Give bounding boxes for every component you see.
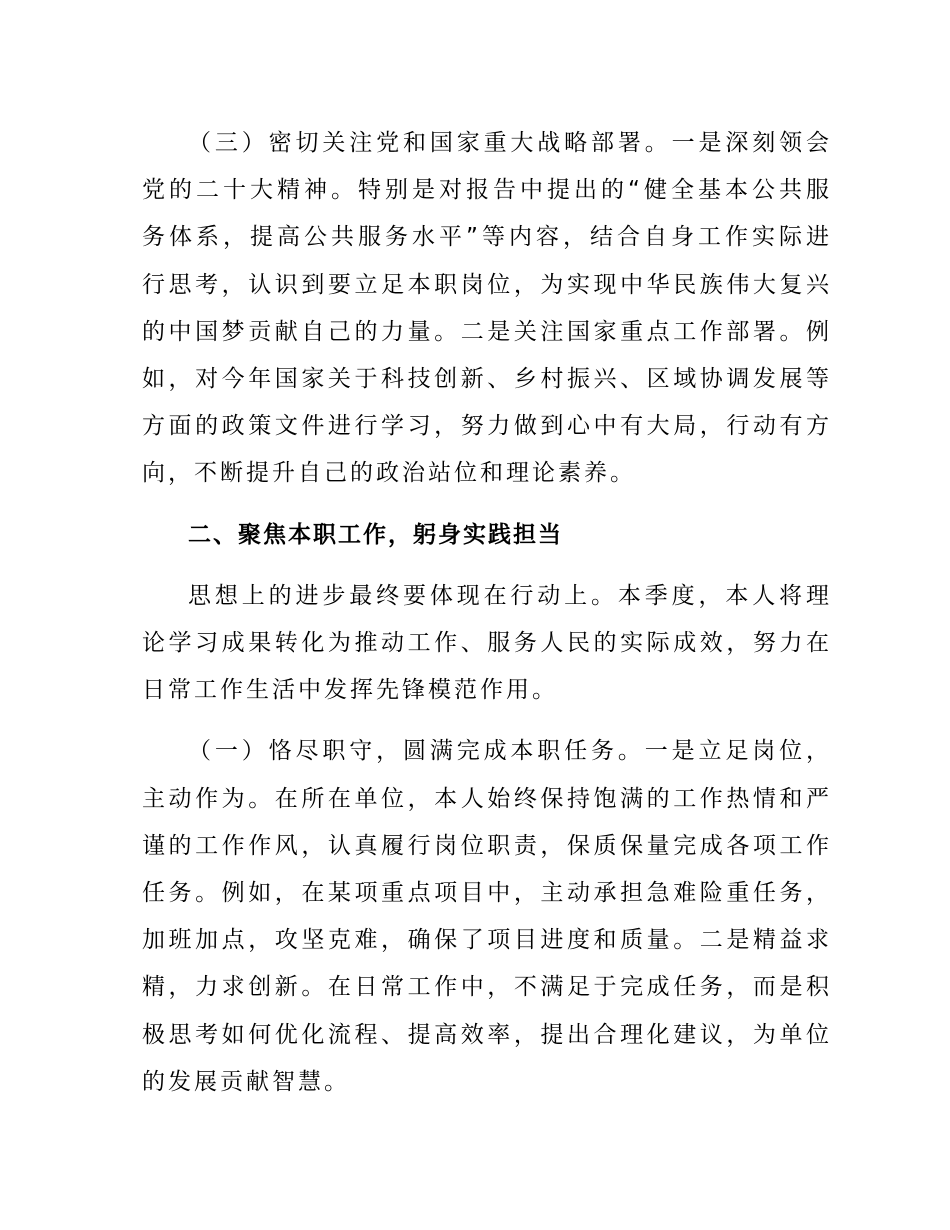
document-page	[142, 120, 832, 1106]
spacer	[142, 559, 832, 573]
spacer	[142, 714, 832, 728]
section-heading-focus-on-work: 二、聚焦本职工作，躬身实践担当	[188, 521, 563, 548]
paragraph-thought-to-action: 思想上的进步最终要体现在行动上。本季度，本人将理论学习成果转化为推动工作、服务人民的实际成效，努力在日常工作生活中发挥先锋模范作用。	[142, 582, 832, 704]
paragraph-strategic-deployment: （三）密切关注党和国家重大战略部署。一是深刻领会党的二十大精神。特别是对报告中提出的“健全基本公共服务体系，提高公共服务水平”等内容，结合自身工作实际进行思考，认识到要立足本职岗位，为实现中华民族伟大复兴的中国梦贡献自己的力量。二是关注国家重点工作部署。例如，对今年国家关于科技创新、乡村振兴、区域协调发展等方面的政策文件进行学习，努力做到心中有大局，行动有方向，不断提升自己的政治站位和理论素养。	[142, 130, 832, 487]
paragraph-fulfill-duties: （一）恪尽职守，圆满完成本职任务。一是立足岗位，主动作为。在所在单位，本人始终保持饱满的工作热情和严谨的工作作风，认真履行岗位职责，保质保量完成各项工作任务。例如，在某项重点项目中，主动承担急难险重任务，加班加点，攻坚克难，确保了项目进度和质量。二是精益求精，力求创新。在日常工作中，不满足于完成任务，而是积极思考如何优化流程、提高效率，提出合理化建议，为单位的发展贡献智慧。	[142, 738, 832, 1095]
spacer	[142, 498, 832, 512]
